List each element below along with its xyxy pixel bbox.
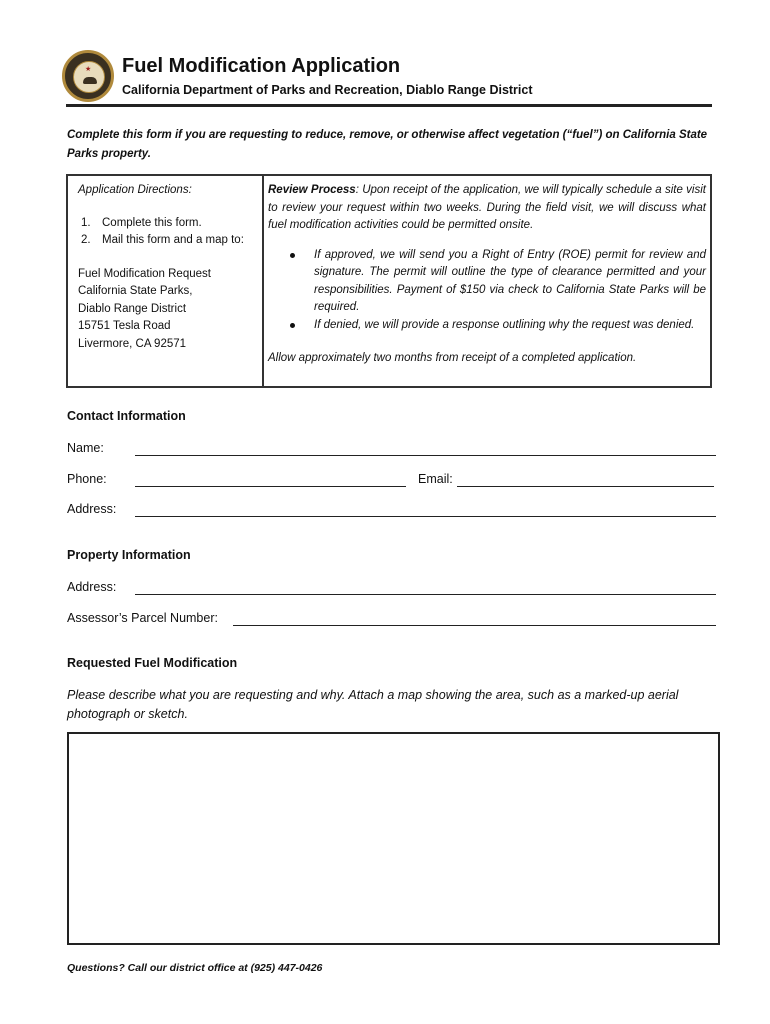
mail-line: Diablo Range District — [78, 302, 187, 315]
header-divider — [66, 104, 712, 107]
allow-note: Allow approximately two months from receipt of a completed application. — [268, 352, 637, 364]
request-description-textarea[interactable] — [67, 732, 720, 945]
name-field[interactable] — [135, 455, 716, 456]
phone-field[interactable] — [135, 486, 406, 487]
footer-contact: Questions? Call our district office at (925) 447-0426 — [67, 962, 323, 974]
parcel-number-label: Assessor’s Parcel Number: — [67, 611, 218, 625]
review-bullets — [268, 247, 706, 335]
directions-box — [66, 174, 712, 388]
review-paragraph — [268, 182, 706, 235]
step-text: Mail this form and a map to: — [102, 234, 244, 246]
application-directions — [78, 182, 258, 353]
review-heading: Review Process — [268, 184, 356, 196]
page-title: Fuel Modification Application — [122, 55, 401, 77]
property-address-field[interactable] — [135, 594, 716, 595]
directions-heading: Application Directions: — [78, 184, 192, 196]
list-item: If denied, we will provide a response outlining why the request was denied. — [268, 317, 706, 335]
bear-icon — [83, 77, 97, 84]
step-number: 2. — [81, 234, 91, 246]
mail-line: Fuel Modification Request — [78, 267, 211, 280]
state-parks-seal-logo — [62, 50, 114, 102]
review-text: : Upon receipt of the application, we will typically schedule a site visit to review your request within two weeks. During the field visit, we will discuss what fuel modification activities could be permitted onsite. — [268, 184, 706, 231]
directions-divider — [262, 176, 264, 386]
contact-heading: Contact Information — [67, 409, 186, 423]
email-label: Email: — [418, 472, 453, 486]
parcel-number-field[interactable] — [233, 625, 716, 626]
mail-line: 15751 Tesla Road — [78, 320, 171, 332]
list-item — [78, 215, 258, 233]
property-address-label: Address: — [67, 580, 117, 594]
list-item: If approved, we will send you a Right of Entry (ROE) permit for review and signature. The permit will outline the type of clearance permitted and your responsibilities. Payment of $150 via check to California State Parks will be required. — [268, 247, 706, 317]
step-text: Complete this form. — [102, 216, 202, 229]
contact-address-field[interactable] — [135, 516, 716, 517]
step-number: 1. — [81, 216, 91, 229]
star-icon: ★ — [85, 66, 92, 73]
request-description: Please describe what you are requesting and why. Attach a map showing the area, such as a marked-up aerial photograph or sketch. — [67, 688, 679, 721]
mailing-address — [78, 266, 258, 354]
page-subtitle: California Department of Parks and Recreation, Diablo Range District — [122, 83, 533, 97]
property-heading: Property Information — [67, 548, 191, 562]
review-process — [268, 182, 706, 368]
contact-address-label: Address: — [67, 502, 117, 516]
directions-steps — [78, 215, 258, 250]
phone-label: Phone: — [67, 472, 107, 486]
seal-center — [73, 61, 105, 93]
email-field[interactable] — [457, 486, 714, 487]
request-heading: Requested Fuel Modification — [67, 656, 238, 670]
mail-line: Livermore, CA 92571 — [78, 337, 187, 350]
mail-line: California State Parks, — [78, 285, 193, 297]
name-label: Name: — [67, 441, 104, 455]
list-item — [78, 232, 258, 250]
intro-text: Complete this form if you are requesting to reduce, remove, or otherwise affect vegetation (“fuel”) on California State Parks property. — [67, 129, 708, 160]
